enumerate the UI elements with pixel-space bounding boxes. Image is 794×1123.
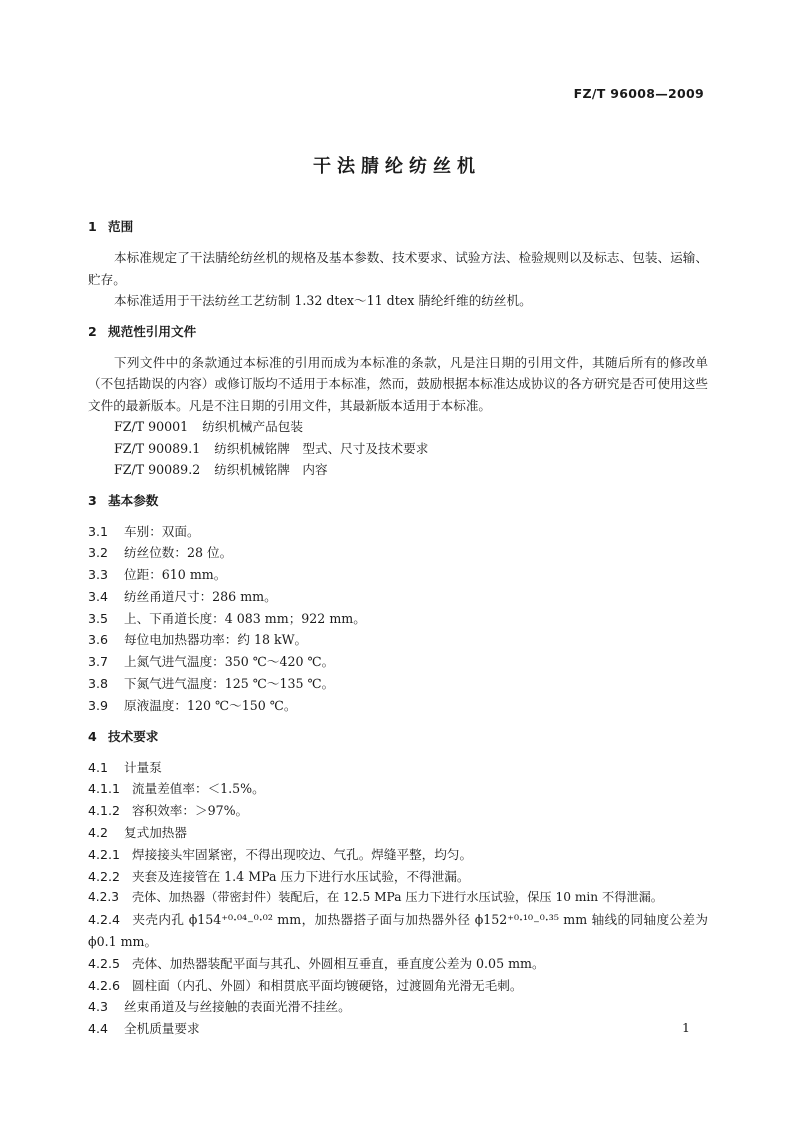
- clause-item: [88, 996, 708, 1018]
- reference-item: [88, 438, 708, 460]
- standard-code: FZ/T 96008—2009: [573, 86, 704, 101]
- clause-item: [88, 953, 708, 975]
- clause-text: 位距：610 mm。: [124, 567, 227, 583]
- clause-item: [88, 695, 708, 717]
- clause-text: 下氮气进气温度：125 ℃～135 ℃。: [124, 676, 335, 692]
- clause-number: 4.2.6: [88, 977, 121, 993]
- clause-text: 上氮气进气温度：350 ℃～420 ℃。: [124, 654, 335, 670]
- clause-item: [88, 651, 708, 673]
- reference-code: FZ/T 90001: [114, 419, 189, 434]
- clause-text: 壳体、加热器装配平面与其孔、外圆相互垂直，垂直度公差为 0.05 mm。: [132, 955, 545, 971]
- section-heading-technical-requirements: [88, 726, 708, 748]
- reference-title: 纺织机械铭牌 内容: [214, 462, 328, 477]
- reference-code: FZ/T 90089.2: [114, 462, 201, 477]
- clause-item: [88, 586, 708, 608]
- clause-number: 4.3: [88, 999, 109, 1015]
- clause-item: [88, 521, 708, 543]
- clause-item: [88, 757, 708, 779]
- clause-item: [88, 629, 708, 651]
- clause-item: [88, 542, 708, 564]
- clause-number: 3.7: [88, 654, 109, 670]
- clause-text: 夹套及连接管在 1.4 MPa 压力下进行水压试验，不得泄漏。: [132, 868, 470, 884]
- clause-item: [88, 608, 708, 630]
- clause-number: 4.1.1: [88, 781, 121, 797]
- clause-number: 3.3: [88, 567, 109, 583]
- clause-item: [88, 673, 708, 695]
- clause-item: [88, 887, 708, 909]
- clause-number: 3.2: [88, 545, 109, 561]
- clause-number: 3.1: [88, 523, 109, 539]
- clause-text: 夹壳内孔 ϕ154⁺⁰·⁰⁴₋⁰·⁰² mm，加热器搭子面与加热器外径 ϕ152⁺⁰·¹⁰₋⁰·³⁵ mm 轴线的同轴度公差为 ϕ0.1 mm。: [88, 912, 708, 950]
- clause-number: 3.5: [88, 610, 109, 626]
- clause-text: 容积效率：＞97%。: [132, 803, 249, 819]
- clause-text: 车别：双面。: [124, 523, 200, 539]
- reference-title: 纺织机械铭牌 型式、尺寸及技术要求: [214, 440, 429, 456]
- clause-text: 圆柱面（内孔、外圆）和相贯底平面均镀硬铬，过渡圆角光滑无毛刺。: [132, 977, 523, 993]
- clause-number: 3.8: [88, 676, 109, 692]
- clause-number: 3.4: [88, 588, 109, 604]
- reference-item: [88, 459, 708, 481]
- section-title: 范围: [108, 219, 134, 234]
- clause-item: [88, 822, 708, 844]
- clause-text: 纺丝位数：28 位。: [124, 545, 233, 561]
- clause-text: 复式加热器: [124, 825, 187, 841]
- section-number: 2: [88, 323, 97, 339]
- clause-text: 计量泵: [124, 759, 162, 775]
- paragraph: 本标准适用于干法纺丝工艺纺制 1.32 dtex～11 dtex 腈纶纤维的纺丝机。: [114, 293, 532, 308]
- clause-number: 4.2.4: [88, 912, 121, 928]
- clause-text: 纺丝甬道尺寸：286 mm。: [124, 588, 277, 604]
- clause-item: [88, 778, 708, 800]
- paragraph: 本标准规定了干法腈纶纺丝机的规格及基本参数、技术要求、试验方法、检验规则以及标志、包装、运输、贮存。: [88, 250, 708, 287]
- clause-number: 4.2.2: [88, 868, 121, 884]
- clause-text: 每位电加热器功率：约 18 kW。: [124, 632, 308, 648]
- section-title: 基本参数: [108, 492, 159, 508]
- section-title: 技术要求: [108, 728, 159, 744]
- clause-number: 3.6: [88, 632, 109, 648]
- reference-item: [88, 416, 708, 438]
- clause-number: 4.4: [88, 1021, 109, 1037]
- section-number: 3: [88, 492, 97, 508]
- section-number: 1: [88, 219, 97, 234]
- section-heading-normative-references: [88, 321, 708, 343]
- document-title: 干法腈纶纺丝机: [313, 156, 481, 177]
- section-number: 4: [88, 728, 97, 744]
- clause-number: 4.1.2: [88, 803, 121, 819]
- reference-title: 纺织机械产品包装: [202, 419, 303, 434]
- section-heading-scope: [88, 216, 708, 238]
- clause-text: 原液温度：120 ℃～150 ℃。: [124, 697, 297, 713]
- document-body: [88, 216, 708, 1040]
- clause-text: 焊接接头牢固紧密，不得出现咬边、气孔。焊缝平整，均匀。: [132, 846, 473, 862]
- clause-item: [88, 564, 708, 586]
- clause-text: 壳体、加热器（带密封件）装配后，在 12.5 MPa 压力下进行水压试验，保压 10 min 不得泄漏。: [132, 890, 663, 905]
- clause-item: [88, 800, 708, 822]
- section-title: 规范性引用文件: [108, 323, 197, 339]
- clause-text: 丝束甬道及与丝接触的表面光滑不挂丝。: [124, 999, 351, 1015]
- paragraph: 下列文件中的条款通过本标准的引用而成为本标准的条款，凡是注日期的引用文件，其随后所有的修改单（不包括勘误的内容）或修订版均不适用于本标准，然而，鼓励根据本标准达成协议的各方研究是否可使用这些文件的最新版本。凡是不注日期的引用文件，其最新版本适用于本标准。: [88, 354, 708, 413]
- clause-number: 4.2.3: [88, 890, 120, 905]
- reference-code: FZ/T 90089.1: [114, 440, 201, 456]
- clause-item: [88, 909, 708, 953]
- clause-number: 4.2: [88, 825, 109, 841]
- section-heading-basic-parameters: [88, 490, 708, 512]
- clause-item: [88, 844, 708, 866]
- page-number: 1: [682, 1020, 690, 1035]
- clause-item: [88, 866, 708, 888]
- clause-number: 3.9: [88, 697, 109, 713]
- clause-item: [88, 975, 708, 997]
- clause-number: 4.2.1: [88, 846, 121, 862]
- clause-text: 全机质量要求: [124, 1021, 200, 1037]
- clause-text: 上、下甬道长度：4 083 mm；922 mm。: [124, 610, 366, 626]
- clause-number: 4.2.5: [88, 955, 121, 971]
- clause-item: [88, 1018, 708, 1040]
- clause-text: 流量差值率：＜1.5%。: [132, 781, 265, 797]
- clause-number: 4.1: [88, 759, 109, 775]
